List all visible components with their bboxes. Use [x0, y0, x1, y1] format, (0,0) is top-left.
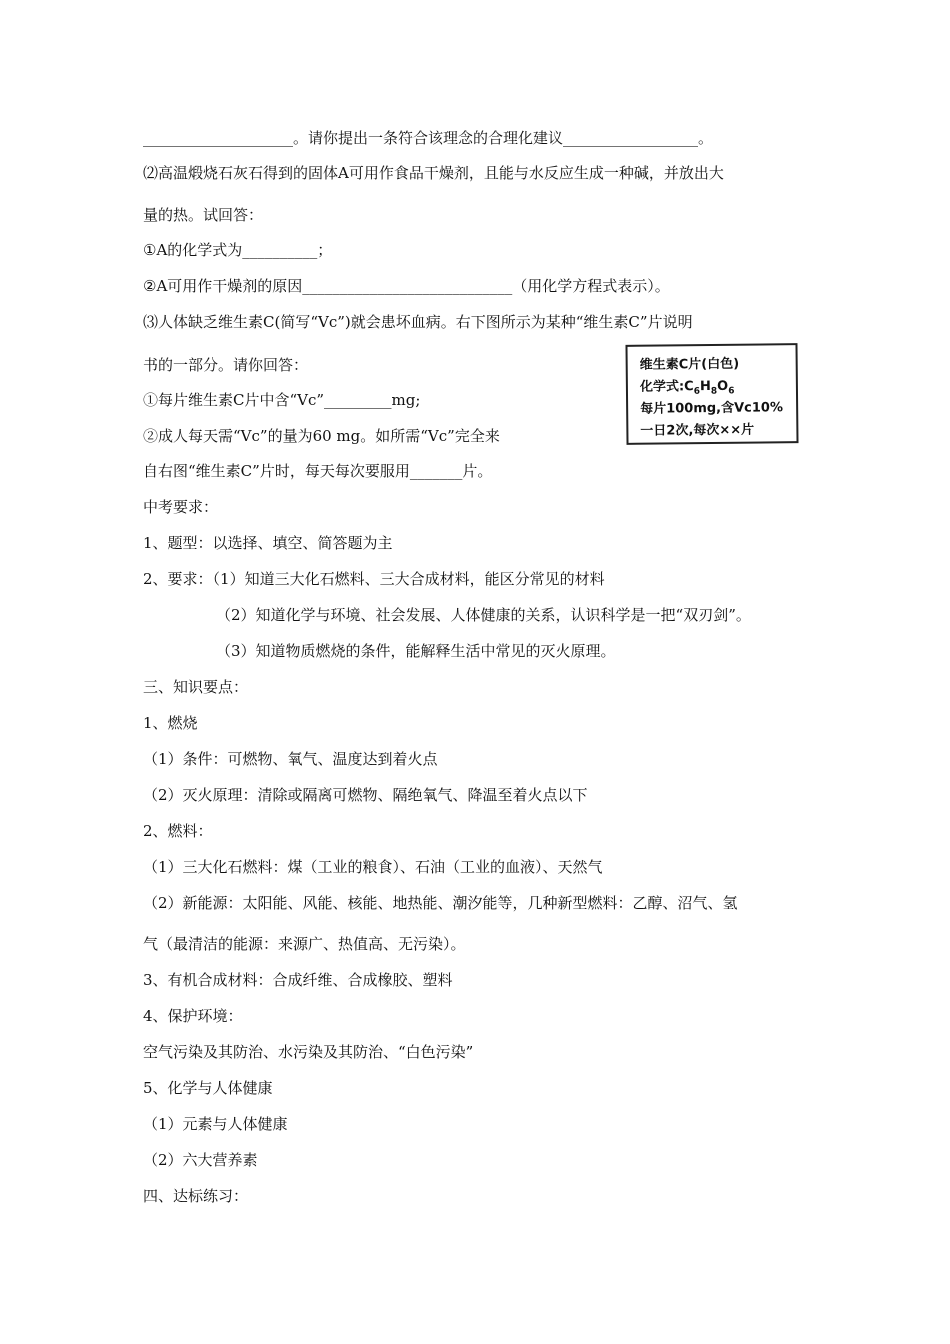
requirement-2-item-3: （3）知道物质燃烧的条件，能解释生活中常见的灭火原理。: [216, 642, 616, 660]
topic-item: （2）六大营养素: [143, 1151, 258, 1169]
topic-item: 空气污染及其防治、水污染及其防治、“白色污染”: [143, 1043, 474, 1061]
question-2-text-cont: 量的热。试回答：: [143, 206, 264, 224]
question-3-text: ⑶人体缺乏维生素C(简写“Vc”)就会患坏血病。右下图所示为某种“维生素C”片说明: [143, 313, 693, 331]
topic-item: （1）条件：可燃物、氧气、温度达到着火点: [143, 750, 438, 768]
topic-heading: 2、燃料：: [143, 822, 213, 840]
requirement-2-item-2: （2）知道化学与环境、社会发展、人体健康的关系，认识科学是一把“双刃剑”。: [216, 606, 751, 624]
topic-heading: 1、燃烧: [143, 714, 198, 732]
topic-heading: 3、有机合成材料：合成纤维、合成橡胶、塑料: [143, 971, 453, 989]
question-2-sub-1: ①A的化学式为__________；: [143, 241, 333, 259]
question-3-sub-2: ②成人每天需“Vc”的量为60 mg。如所需“Vc”完全来: [143, 427, 500, 445]
requirement-2: 2、要求：（1）知道三大化石燃料、三大合成材料，能区分常见的材料: [143, 570, 605, 588]
label-per-tablet: 每片100mg,含Vc10%: [640, 400, 784, 417]
topic-item: （2）灭火原理：清除或隔离可燃物、隔绝氧气、降温至着火点以下: [143, 786, 588, 804]
question-3-sub-2-cont: 自右图“维生素C”片时，每天每次要服用_______片。: [143, 462, 493, 480]
vitamin-c-label-image: [625, 343, 798, 445]
section-heading: 四、达标练习：: [143, 1187, 249, 1205]
fill-blank-line: ____________________。请你提出一条符合该理念的合理化建议__________________。: [143, 129, 714, 147]
section-heading: 三、知识要点：: [143, 678, 249, 696]
topic-item: （1）元素与人体健康: [143, 1115, 288, 1133]
question-2-sub-2: ②A可用作干燥剂的原因____________________________（用化学方程式表示）。: [143, 277, 670, 295]
topic-heading: 5、化学与人体健康: [143, 1079, 273, 1097]
label-formula: 化学式$:C_6H_8O_6$: [639, 378, 735, 397]
question-2-text: ⑵高温煅烧石灰石得到的固体A可用作食品干燥剂，且能与水反应生成一种碱，并放出大: [143, 164, 724, 182]
section-heading: 中考要求：: [143, 498, 219, 516]
label-dosage: 一日2次,每次××片: [640, 422, 755, 439]
requirement-1: 1、题型：以选择、填空、简答题为主: [143, 534, 393, 552]
question-3-sub-1: ①每片维生素C片中含“Vc”_________mg;: [143, 391, 421, 409]
topic-item: （1）三大化石燃料：煤（工业的粮食）、石油（工业的血液）、天然气: [143, 858, 603, 876]
topic-item-cont: 气（最清洁的能源：来源广、热值高、无污染）。: [143, 935, 466, 953]
question-3-text-cont: 书的一部分。请你回答：: [143, 356, 309, 374]
label-title: 维生素C片(白色): [639, 356, 740, 373]
topic-heading: 4、保护环境：: [143, 1007, 243, 1025]
topic-item: （2）新能源：太阳能、风能、核能、地热能、潮汐能等，几种新型燃料：乙醇、沼气、氢: [143, 894, 738, 912]
